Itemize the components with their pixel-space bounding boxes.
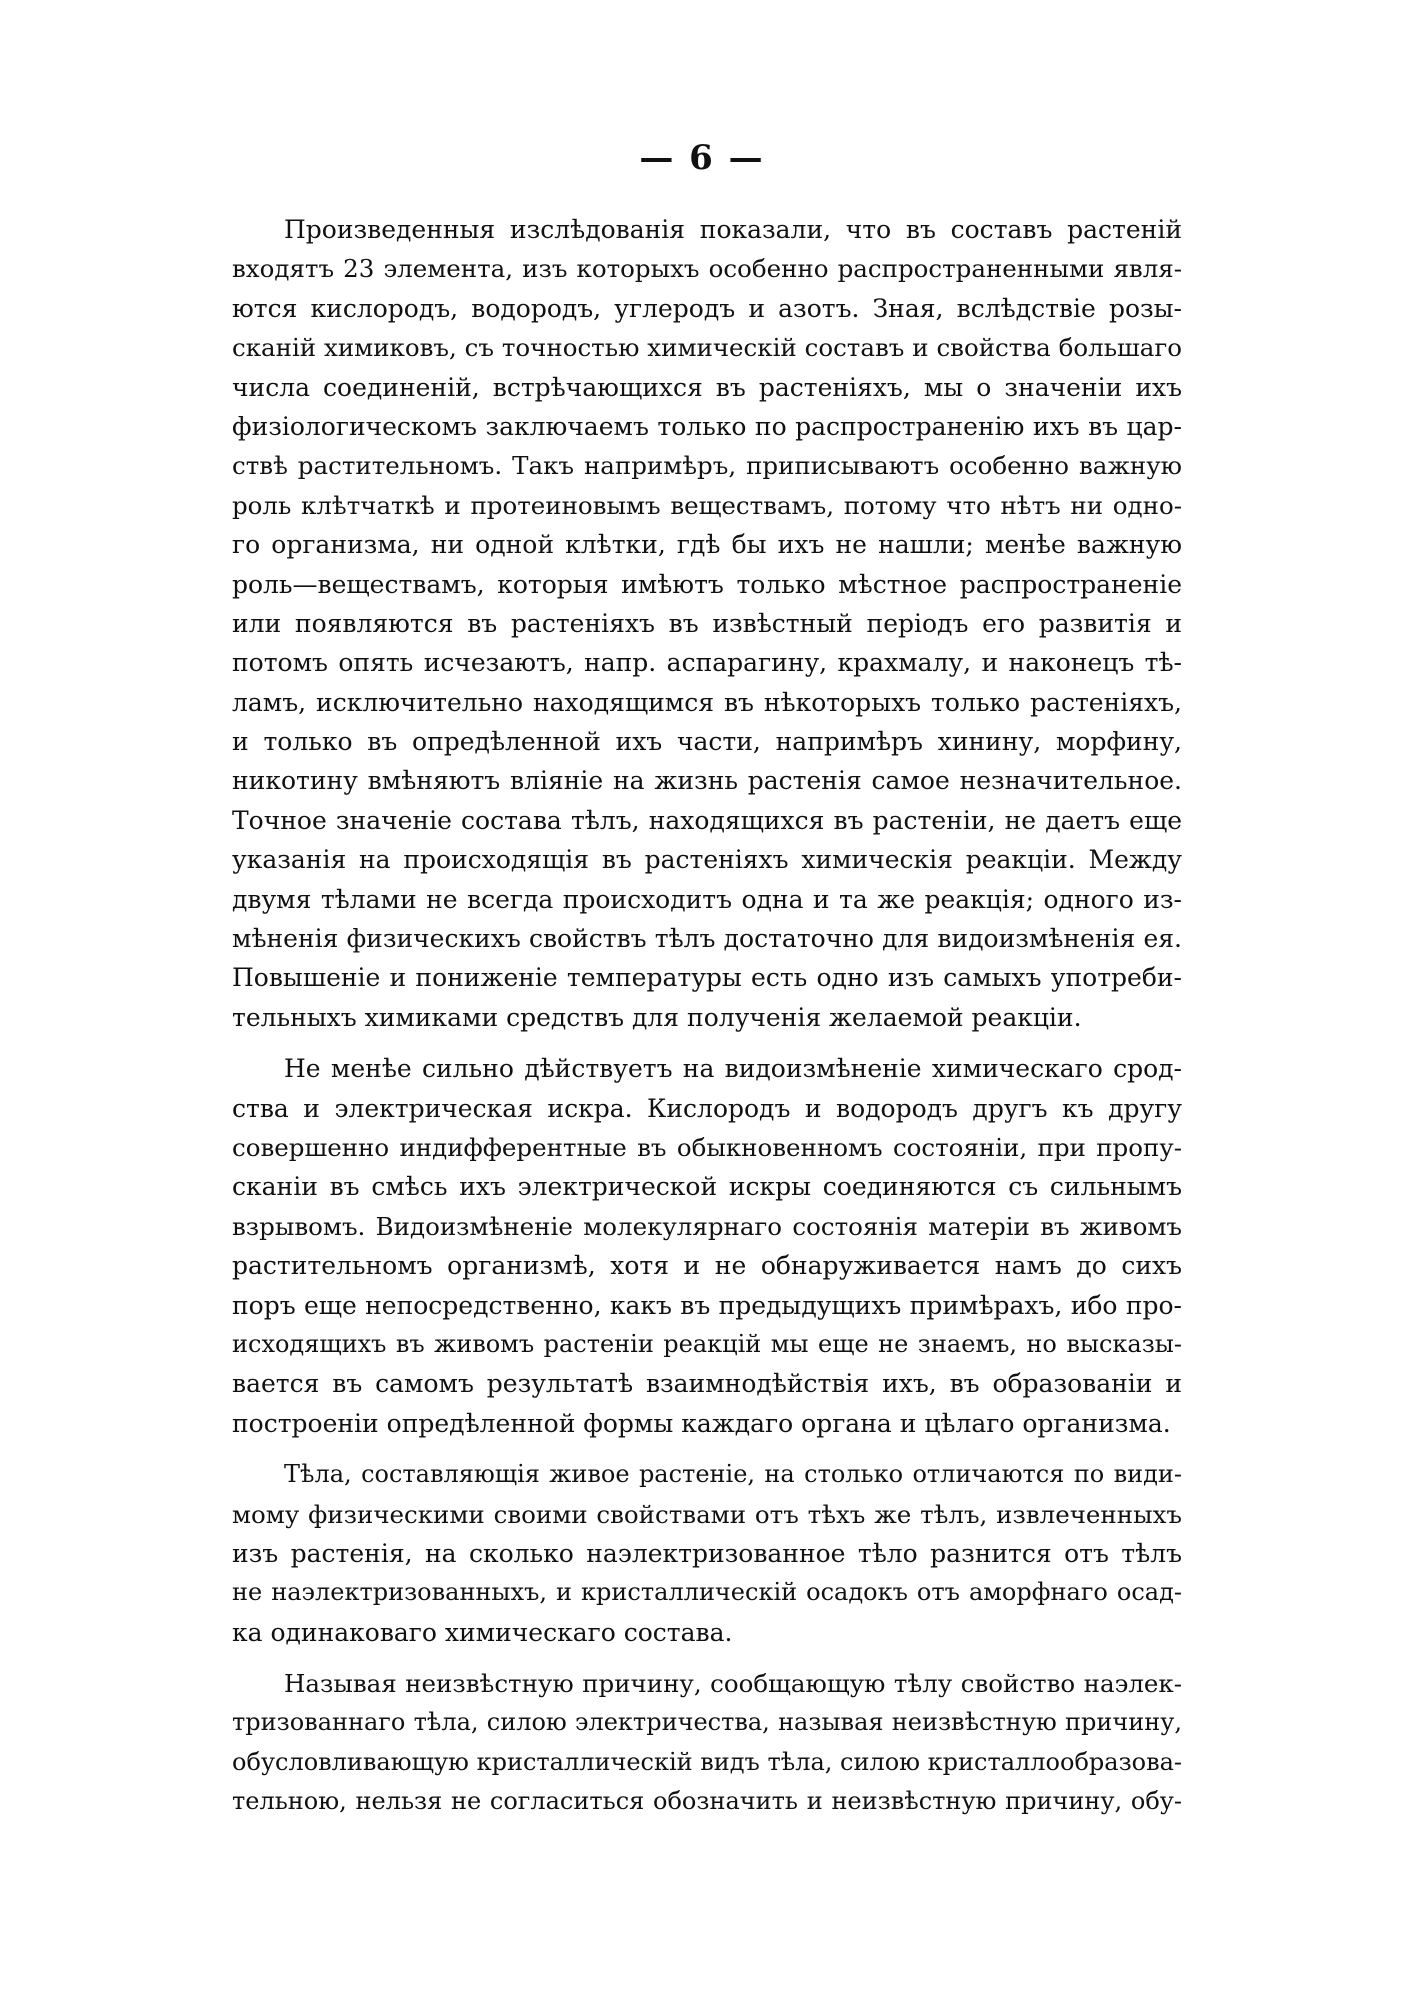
paragraph-spacer: [232, 1443, 1182, 1455]
text-line: потомъ опять исчезаютъ, напр. аспарагину, крахмалу, и наконецъ тѣ-: [232, 648, 1182, 678]
text-line: ства и электрическая искра. Кислородъ и водородъ другъ къ другу: [232, 1093, 1182, 1123]
text-line: тельною, нельзя не согласиться обозначить и неизвѣстную причину, обу-: [232, 1787, 1182, 1816]
text-line: сканіи въ смѣсь ихъ электрической искры соединяются съ сильнымъ: [232, 1172, 1182, 1202]
text-line: тельныхъ химиками средствъ для полученія желаемой реакціи.: [232, 1002, 1082, 1032]
text-line: совершенно индифферентные въ обыкновенномъ состояніи, при пропу-: [232, 1132, 1182, 1162]
text-line: построеніи опредѣленной формы каждаго органа и цѣлаго организма.: [232, 1408, 1171, 1438]
page-body-text: [232, 210, 1182, 1822]
text-line: исходящихъ въ живомъ растеніи реакцій мы еще не знаемъ, но высказы-: [232, 1329, 1182, 1358]
paragraph: [232, 1455, 1182, 1652]
text-line: не наэлектризованныхъ, и кристаллическій осадокъ отъ аморфнаго осад-: [232, 1578, 1182, 1607]
paragraph: [232, 1664, 1182, 1822]
text-line: входятъ 23 элемента, изъ которыхъ особенно распространенными явля-: [232, 254, 1182, 284]
text-line: го организма, ни одной клѣтки, гдѣ бы ихъ не нашли; менѣе важную: [232, 530, 1182, 560]
text-line: указанія на происходящія въ растеніяхъ химическія реакціи. Между: [232, 845, 1182, 875]
text-line: мѣненія физическихъ свойствъ тѣлъ достаточно для видоизмѣненія ея.: [232, 924, 1182, 954]
text-line: обусловливающую кристаллическій видъ тѣла, силою кристаллообразова-: [232, 1747, 1183, 1776]
text-line: Не менѣе сильно дѣйствуетъ на видоизмѣненіе химическаго срод-: [284, 1054, 1182, 1084]
text-line: изъ растенія, на сколько наэлектризованное тѣло разнится отъ тѣлъ: [232, 1538, 1182, 1568]
text-line: и только въ опредѣленной ихъ части, напримѣръ хинину, морфину,: [232, 727, 1182, 757]
text-line: взрывомъ. Видоизмѣненіе молекулярнаго состоянія матеріи въ живомъ: [232, 1211, 1182, 1241]
text-line: сканій химиковъ, съ точностью химическій составъ и свойства большаго: [232, 333, 1182, 363]
text-line: вается въ самомъ результатѣ взаимнодѣйствія ихъ, въ образованіи и: [232, 1369, 1182, 1399]
text-line: растительномъ организмѣ, хотя и не обнаруживается намъ до сихъ: [232, 1251, 1182, 1281]
text-line: Произведенныя изслѣдованія показали, что въ составъ растеній: [284, 215, 1182, 244]
text-line: никотину вмѣняютъ вліяніе на жизнь растенія самое незначительное.: [232, 766, 1182, 796]
text-line: тризованнаго тѣла, силою электричества, называя неизвѣстную причину,: [232, 1708, 1182, 1737]
text-line: роль клѣтчаткѣ и протеиновымъ веществамъ, потому что нѣтъ ни одно-: [232, 490, 1182, 520]
text-line: ются кислородъ, водородъ, углеродъ и азотъ. Зная, вслѣдствіе розы-: [232, 293, 1182, 323]
page-number: — 6 —: [639, 138, 765, 178]
text-line: мому физическими своими свойствами отъ тѣхъ же тѣлъ, извлеченныхъ: [232, 1499, 1182, 1529]
paragraph-spacer: [232, 1037, 1182, 1049]
text-line: ка одинаковаго химическаго состава.: [232, 1617, 733, 1647]
text-line: роль—веществамъ, которыя имѣютъ только мѣстное распространеніе: [232, 569, 1182, 599]
paragraph: [232, 210, 1182, 1037]
text-line: Тѣла, составляющія живое растеніе, на столько отличаются по види-: [284, 1460, 1182, 1489]
text-line: поръ еще непосредственно, какъ въ предыдущихъ примѣрахъ, ибо про-: [232, 1290, 1182, 1320]
text-line: Точное значеніе состава тѣлъ, находящихся въ растеніи, не даетъ еще: [232, 805, 1182, 835]
text-line: ствѣ растительномъ. Такъ напримѣръ, приписываютъ особенно важную: [232, 451, 1182, 481]
text-line: числа соединеній, встрѣчающихся въ растеніяхъ, мы о значеніи ихъ: [232, 372, 1182, 402]
text-line: ламъ, исключительно находящимся въ нѣкоторыхъ только растеніяхъ,: [232, 687, 1182, 717]
paragraph: [232, 1049, 1182, 1443]
text-line: физіологическомъ заключаемъ только по распространенію ихъ въ цар-: [232, 411, 1182, 441]
paragraph-spacer: [232, 1652, 1182, 1664]
text-line: Называя неизвѣстную причину, сообщающую тѣлу свойство наэлек-: [284, 1669, 1182, 1699]
text-line: или появляются въ растеніяхъ въ извѣстный періодъ его развитія и: [232, 608, 1182, 638]
text-line: Повышеніе и пониженіе температуры есть одно изъ самыхъ употреби-: [232, 963, 1182, 993]
text-line: двумя тѣлами не всегда происходитъ одна и та же реакція; одного из-: [232, 884, 1182, 914]
